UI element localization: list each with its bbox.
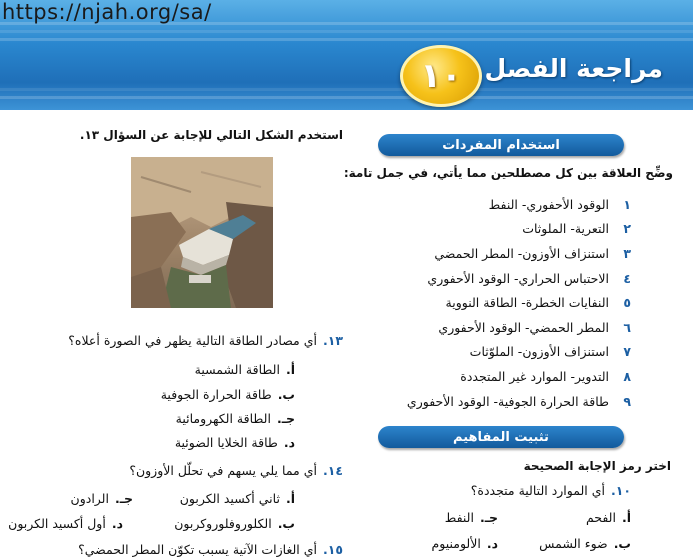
list-item: ٨ التدوير- الموارد غير المتجددة (460, 368, 631, 384)
q14-option-b[interactable]: ب.الكلوروفلوروكربون (174, 516, 295, 531)
dam-photo (131, 157, 273, 308)
question-14: ١٤.أي مما يلي يسهم في تحلّل الأوزون؟ (129, 463, 343, 478)
list-item: ٩ طاقة الحرارة الجوفية- الوقود الأحفوري (406, 393, 631, 409)
q14-option-c[interactable]: جـ.الرادون (70, 491, 133, 506)
list-item: ٥ النفايات الخطرة- الطاقة النووية (445, 295, 631, 311)
concepts-heading: تثبيت المفاهيم (378, 426, 624, 448)
vocab-list (371, 192, 631, 413)
question-10: ١٠.أي الموارد التالية متجددة؟ (470, 483, 631, 498)
q10-option-b[interactable]: ب.ضوء الشمس (539, 536, 631, 551)
q10-option-d[interactable]: د.الألومنيوم (431, 536, 498, 551)
list-item: ٧ استنزاف الأوزون- الملوّثات (469, 344, 631, 360)
q13-option-c[interactable]: جـ.الطاقة الكهرومائية (175, 411, 295, 426)
chapter-title: مراجعة الفصل (484, 54, 663, 83)
hydroelectric-dam-image (131, 157, 273, 308)
page-url[interactable]: https://njah.org/sa/ (2, 0, 212, 24)
question-15: ١٥.أي الغازات الآتية يسبب تكوّن المطر الحمضي؟ (78, 542, 343, 557)
list-item: ٢ التعرية- الملوثات (522, 221, 631, 237)
chapter-number-badge: ١٠ (400, 45, 482, 107)
list-item: ١ الوقود الأحفوري- النفط (488, 196, 631, 212)
q14-option-d[interactable]: د.أول أكسيد الكربون (8, 516, 123, 531)
q14-option-a[interactable]: أ.ثاني أكسيد الكربون (179, 491, 295, 506)
figure-prompt: استخدم الشكل التالي للإجابة عن السؤال ١٣. (79, 128, 343, 142)
chapter-banner (0, 0, 693, 110)
concepts-prompt: اختر رمز الإجابة الصحيحة (523, 459, 671, 473)
list-item: ٤ الاحتباس الحراري- الوقود الأحفوري (427, 270, 631, 286)
vocab-heading: استخدام المفردات (378, 134, 624, 156)
q10-option-a[interactable]: أ.الفحم (585, 510, 631, 525)
vocab-prompt: وضِّح العلاقة بين كل مصطلحين مما يأتي، في جمل تامة: (343, 166, 673, 180)
q13-option-d[interactable]: د.طاقة الخلايا الضوئية (174, 435, 295, 450)
q10-option-c[interactable]: جـ.النفط (444, 510, 498, 525)
list-item: ٣ استنزاف الأوزون- المطر الحمضي (434, 245, 631, 261)
q13-option-b[interactable]: ب.طاقة الحرارة الجوفية (160, 387, 295, 402)
list-item: ٦ المطر الحمضي- الوقود الأحفوري (438, 319, 631, 335)
q13-option-a[interactable]: أ.الطاقة الشمسية (194, 362, 295, 377)
question-13: ١٣.أي مصادر الطاقة التالية يظهر في الصورة أعلاه؟ (68, 333, 343, 348)
